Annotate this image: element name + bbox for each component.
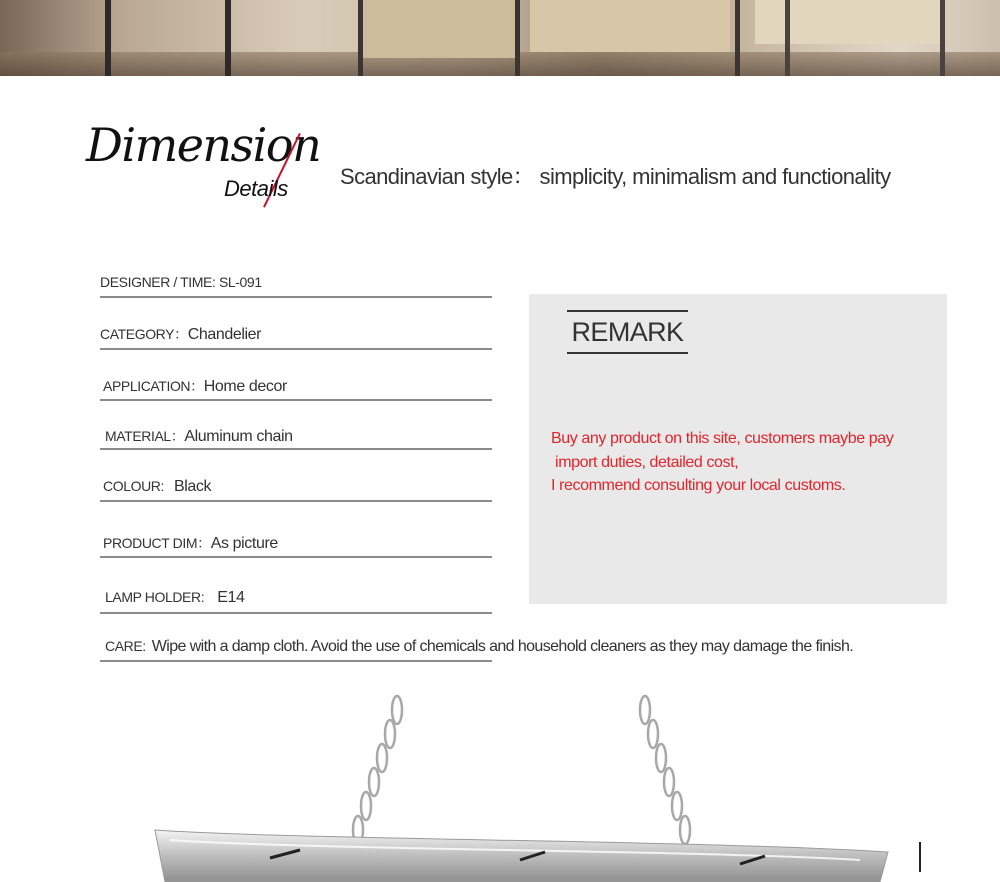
spec-value: Wipe with a damp cloth. Avoid the use of chemicals and household cleaners as they may damage the finish. bbox=[151, 638, 854, 655]
chair-seat bbox=[360, 0, 520, 58]
spec-value: Aluminum chain bbox=[184, 428, 293, 445]
spec-label: LAMP HOLDER: bbox=[105, 589, 205, 605]
spec-value: Black bbox=[174, 478, 212, 495]
banner-chair-center bbox=[350, 0, 740, 76]
banner-chair-right bbox=[745, 0, 955, 76]
spec-label: MATERIAL： bbox=[105, 428, 185, 444]
spec-row-application bbox=[100, 376, 492, 401]
chair-seat bbox=[530, 0, 730, 52]
spec-row-material bbox=[100, 426, 492, 450]
banner-photo bbox=[0, 0, 1000, 76]
remark-panel bbox=[529, 294, 947, 604]
remark-line: import duties, detailed cost, bbox=[551, 453, 739, 471]
spec-value: E14 bbox=[217, 589, 245, 606]
chain-left bbox=[353, 696, 402, 844]
chair-leg bbox=[358, 0, 363, 76]
spec-label: CATEGORY： bbox=[100, 326, 188, 342]
spec-label: COLOUR: bbox=[103, 478, 164, 494]
spec-value: As picture bbox=[210, 535, 278, 552]
spec-label: PRODUCT DIM： bbox=[103, 535, 211, 551]
spec-label: APPLICATION： bbox=[103, 378, 204, 394]
chair-leg bbox=[515, 0, 520, 76]
spec-row-designer bbox=[100, 274, 492, 298]
remark-notice bbox=[551, 427, 893, 498]
remark-title: REMARK bbox=[567, 310, 688, 354]
spec-value: Chandelier bbox=[187, 326, 262, 343]
section-title: Dimension bbox=[86, 118, 321, 172]
style-tagline: Scandinavian style： simplicity, minimalism and functionality bbox=[340, 164, 891, 189]
chair-leg bbox=[940, 0, 945, 76]
banner-chair-left bbox=[105, 0, 235, 76]
remark-line: Buy any product on this site, customers maybe pay bbox=[551, 430, 894, 447]
chair-leg bbox=[735, 0, 740, 76]
spec-label: DESIGNER / TIME: SL-091 bbox=[100, 274, 262, 290]
section-subtitle: Details bbox=[224, 176, 288, 201]
spec-row-lamp-holder bbox=[100, 589, 492, 614]
chain-right bbox=[640, 696, 690, 844]
spec-label: CARE: bbox=[105, 638, 146, 654]
spec-value: Home decor bbox=[203, 378, 287, 395]
spec-row-care bbox=[100, 638, 854, 662]
chandelier-photo bbox=[0, 690, 1000, 882]
chair-seat bbox=[755, 0, 945, 44]
spec-row-colour bbox=[100, 478, 492, 502]
chair-leg bbox=[785, 0, 790, 76]
remark-line: I recommend consulting your local customs. bbox=[551, 477, 846, 494]
spec-row-product-dim bbox=[100, 533, 492, 558]
spec-row-category bbox=[100, 324, 492, 350]
